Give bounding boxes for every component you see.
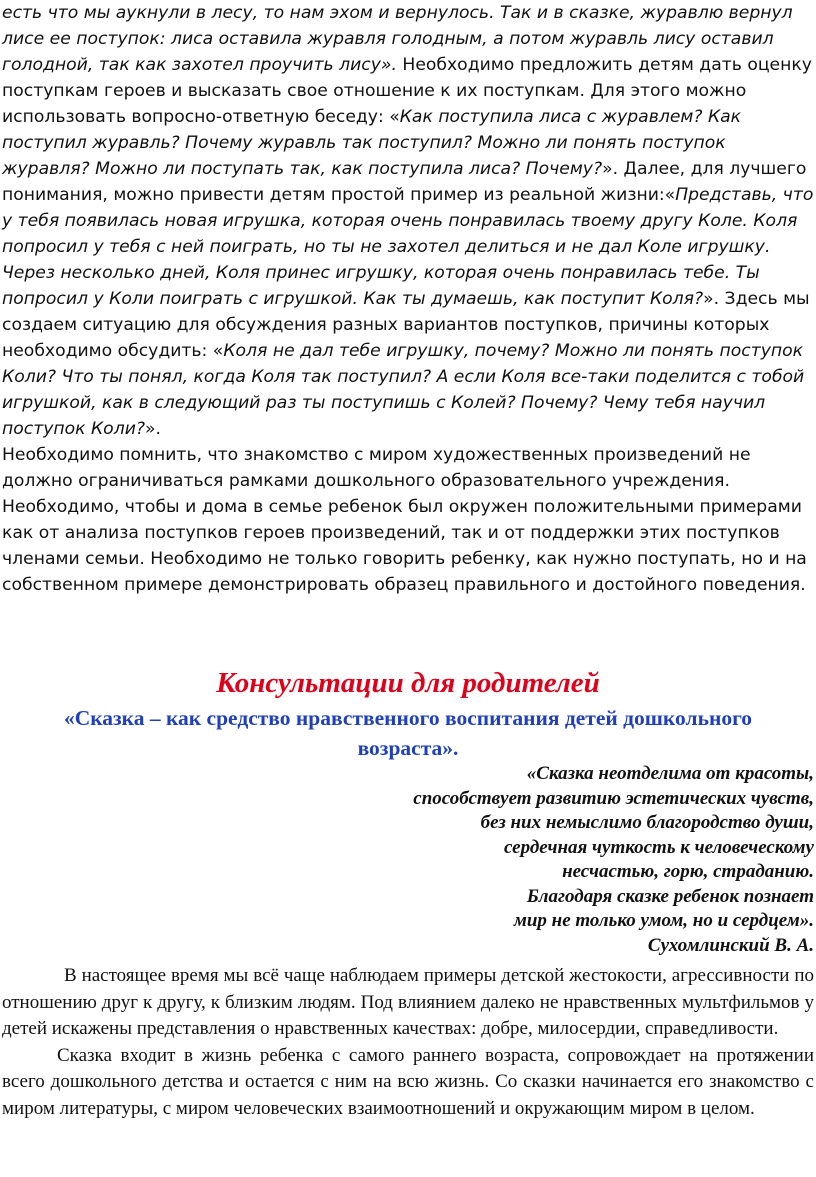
paragraph-story-discussion: [2, 0, 814, 442]
text-run: ».: [144, 419, 161, 439]
epigraph-line: сердечная чуткость к человеческому: [504, 836, 814, 858]
consultation-title: Консультации для родителей: [216, 667, 600, 699]
text-run: ». Здесь мы создаем ситуацию для обсуждения разных вариантов поступков, причины которых необходимо обсудить: «: [2, 289, 810, 361]
consultation-subtitle: «Сказка – как средство нравственного воспитания детей дошкольного возраста».: [63, 706, 753, 760]
text-run: ». Далее, для лучшего понимания, можно привести детям простой пример из реальной жизни:«: [2, 159, 807, 205]
text-run: Необходимо помнить, что знакомство с миром художественных произведений не должно ограничиваться рамками дошкольного образовательного учреждения. Необходимо, чтобы и дома в семье ребенок был окружен положительными примерами как от анализа поступков героев произведений, так и от поддержки этих поступков членами семьи. Необходимо не только говорить ребенку, как нужно поступать, но и на собственном примере демонстрировать образец правильного и достойного поведения.: [2, 445, 807, 595]
epigraph-author: Сухомлинский В. А.: [647, 934, 814, 956]
epigraph-line: способствует развитию эстетических чувств,: [413, 787, 814, 809]
text-run: Необходимо предложить детям дать оценку поступкам героев и высказать свое отношение к их поступкам. Для этого можно использовать вопросно-ответную беседу: «: [2, 55, 812, 127]
epigraph-line: Благодаря сказке ребенок познает: [526, 885, 814, 907]
epigraph-line: мир не только умом, но и сердцем».: [513, 910, 814, 931]
epigraph-line: несчастью, горю, страданию.: [562, 861, 814, 882]
text-run: Как поступила лиса с журавлем? Как поступил журавль? Почему журавль так поступил? Можно ли понять поступок журавля? Можно ли поступать так, как поступила лиса? Почему?: [2, 107, 742, 179]
body-paragraph: В настоящее время мы всё чаще наблюдаем примеры детской жестокости, агрессивности по отношению друг к другу, к близким людям. Под влиянием далеко не нравственных мультфильмов у детей искажены представления о нравственных качествах: добре, милосердии, справедливости.: [2, 965, 814, 1039]
epigraph-line: «Сказка неотделима от красоты,: [526, 763, 814, 784]
consultation-body: [2, 963, 814, 1122]
text-run: есть что мы аукнули в лесу, то нам эхом и вернулось. Так и в сказке, журавлю вернул лисе ее поступок: лиса оставила журавля голодным, а потом журавль лису оставил голодной, так как захотел проучить лису».: [2, 3, 793, 75]
text-run: Представь, что у тебя появилась новая игрушка, которая очень понравилась твоему другу Коле. Коля попросил у тебя с ней поиграть, но ты не захотел делиться и не дал Коле игрушку. Через несколько дней, Коля принес игрушку, которая очень понравилась тебе. Ты попросил у Коли поиграть с игрушкой. Как ты думаешь, как поступит Коля?: [2, 185, 814, 309]
text-run: Коля не дал тебе игрушку, почему? Можно ли понять поступок Коли? Что ты понял, когда Коля так поступил? А если Коля все-таки поделится с тобой игрушкой, как в следующий раз ты поступишь с Колей? Почему? Чему тебя научил поступок Коли?: [2, 341, 805, 439]
body-paragraph: Сказка входит в жизнь ребенка с самого раннего возраста, сопровождает на протяжении всего дошкольного детства и остается с ним на всю жизнь. Со сказки начинается его знакомство с миром литературы, с миром человеческих взаимоотношений и окружающим миром в целом.: [2, 1044, 814, 1119]
epigraph-line: без них немыслимо благородство души,: [480, 812, 814, 833]
article-top-text: [2, 0, 814, 598]
paragraph-family-role: [2, 442, 814, 598]
epigraph: [214, 762, 814, 958]
